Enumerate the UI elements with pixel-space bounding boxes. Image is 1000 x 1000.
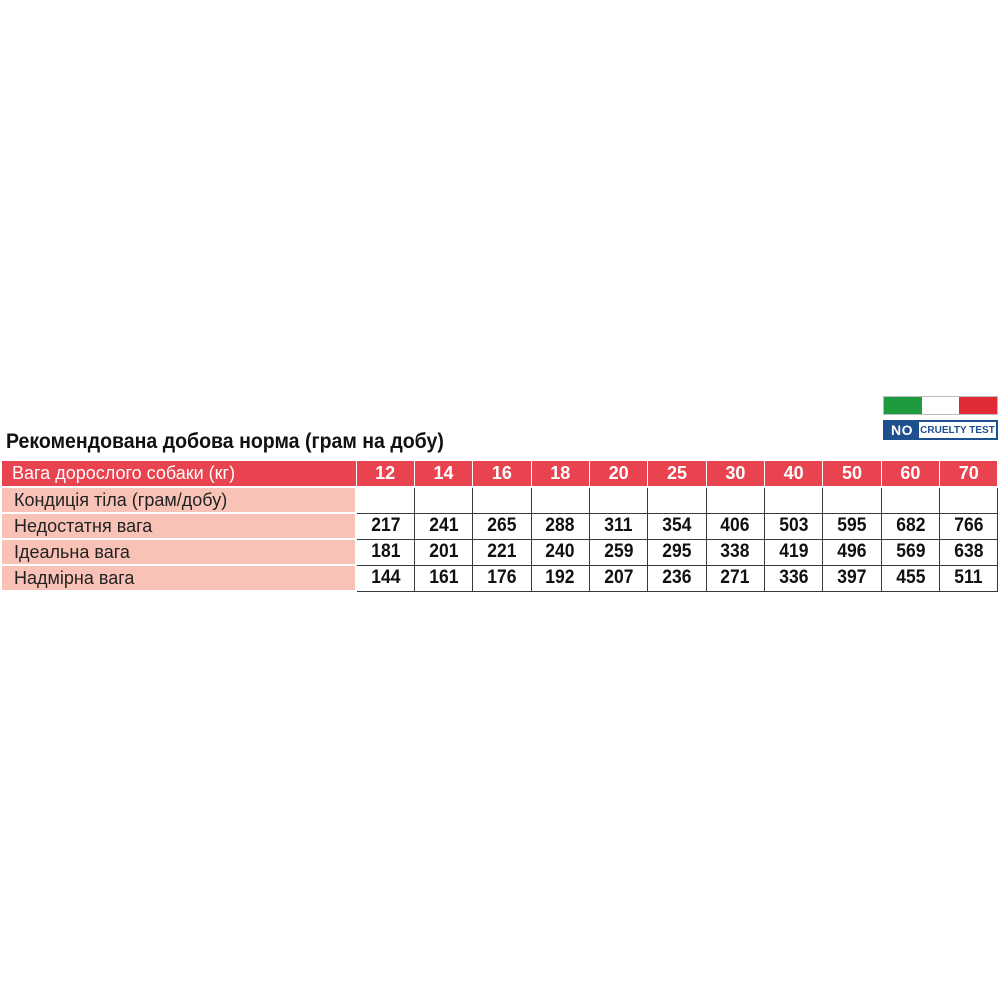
value-cell	[414, 487, 472, 513]
value-text: 338	[720, 541, 750, 562]
value-text: 176	[487, 567, 517, 588]
value-text: 503	[779, 515, 809, 536]
value-cell	[823, 513, 881, 539]
header-weight-cell: 16	[473, 461, 531, 487]
value-cell	[706, 487, 764, 513]
value-cell	[356, 513, 414, 539]
value-cell	[531, 539, 589, 565]
value-text: 144	[370, 567, 401, 588]
value-cell	[414, 539, 472, 565]
value-cell	[589, 513, 647, 539]
value-text: 241	[428, 515, 459, 536]
value-text: 354	[662, 515, 692, 536]
value-cell	[940, 539, 998, 565]
value-cell	[473, 565, 531, 591]
value-cell	[648, 539, 706, 565]
value-text: 181	[370, 541, 401, 562]
value-text: 265	[487, 515, 517, 536]
no-cruelty-test-badge	[883, 420, 998, 440]
value-cell	[356, 487, 414, 513]
header-weight-cell: 25	[648, 461, 706, 487]
value-cell	[706, 539, 764, 565]
value-cell	[531, 565, 589, 591]
value-cell	[414, 513, 472, 539]
value-text: 240	[545, 541, 575, 562]
table-row	[2, 487, 998, 513]
page-title: Рекомендована добова норма (грам на добу)	[6, 430, 444, 453]
value-text: 201	[428, 541, 459, 562]
table-header-row	[2, 461, 998, 487]
value-cell	[531, 513, 589, 539]
row-label-cell: Ідеальна вага	[2, 539, 356, 565]
value-text: 638	[954, 541, 984, 562]
value-cell	[823, 539, 881, 565]
value-text: 288	[545, 515, 575, 536]
value-text: 496	[837, 541, 867, 562]
header-weight-cell: 12	[356, 461, 414, 487]
value-text: 192	[545, 567, 575, 588]
cruelty-test-label: CRUELTY TEST	[920, 424, 995, 436]
value-text: 406	[720, 515, 750, 536]
value-text: 682	[895, 515, 925, 536]
value-cell	[881, 487, 939, 513]
flag-white-stripe	[922, 397, 960, 414]
value-cell	[414, 565, 472, 591]
value-cell	[940, 487, 998, 513]
value-cell	[765, 487, 823, 513]
value-text: 455	[895, 567, 925, 588]
value-text: 595	[837, 515, 867, 536]
value-text: 259	[604, 541, 634, 562]
value-text: 295	[662, 541, 692, 562]
table-row	[2, 513, 998, 539]
value-text: 271	[720, 567, 750, 588]
value-cell	[589, 487, 647, 513]
table-row	[2, 565, 998, 591]
value-cell	[881, 513, 939, 539]
value-cell	[765, 565, 823, 591]
value-text: 419	[779, 541, 809, 562]
value-text: 236	[662, 567, 692, 588]
value-cell	[881, 539, 939, 565]
value-cell	[589, 539, 647, 565]
value-cell	[473, 513, 531, 539]
value-cell	[823, 565, 881, 591]
value-cell	[823, 487, 881, 513]
header-weight-cell: 70	[940, 461, 998, 487]
value-cell	[648, 487, 706, 513]
value-cell	[473, 487, 531, 513]
value-text: 397	[837, 567, 867, 588]
no-label: NO	[885, 422, 919, 438]
value-text: 336	[779, 567, 809, 588]
value-text: 569	[895, 541, 925, 562]
row-label-cell: Кондиція тіла (грам/добу)	[2, 487, 356, 513]
value-text: 161	[428, 567, 459, 588]
value-cell	[765, 539, 823, 565]
header-label-cell: Вага дорослого собаки (кг)	[2, 461, 356, 487]
value-text: 217	[370, 515, 401, 536]
value-text: 207	[604, 567, 634, 588]
value-text: 511	[954, 567, 983, 588]
value-cell	[356, 539, 414, 565]
value-cell	[648, 513, 706, 539]
header-weight-cell: 14	[414, 461, 472, 487]
header-weight-cell: 20	[589, 461, 647, 487]
value-cell	[531, 487, 589, 513]
value-cell	[940, 565, 998, 591]
row-label-cell: Недостатня вага	[2, 513, 356, 539]
value-text: 766	[954, 515, 984, 536]
value-cell	[706, 565, 764, 591]
italian-flag-icon	[883, 396, 998, 415]
row-label-cell: Надмірна вага	[2, 565, 356, 591]
header-weight-cell: 30	[706, 461, 764, 487]
value-cell	[881, 565, 939, 591]
header-weight-cell: 40	[765, 461, 823, 487]
flag-green-stripe	[884, 397, 922, 414]
value-text: 311	[604, 515, 633, 536]
value-cell	[706, 513, 764, 539]
flag-red-stripe	[959, 397, 997, 414]
header-weight-cell: 50	[823, 461, 881, 487]
header-weight-cell: 60	[881, 461, 939, 487]
value-cell	[648, 565, 706, 591]
value-text: 221	[487, 541, 517, 562]
value-cell	[940, 513, 998, 539]
value-cell	[765, 513, 823, 539]
value-cell	[473, 539, 531, 565]
value-cell	[589, 565, 647, 591]
value-cell	[356, 565, 414, 591]
header-weight-cell: 18	[531, 461, 589, 487]
feeding-table	[2, 461, 998, 592]
table-row	[2, 539, 998, 565]
